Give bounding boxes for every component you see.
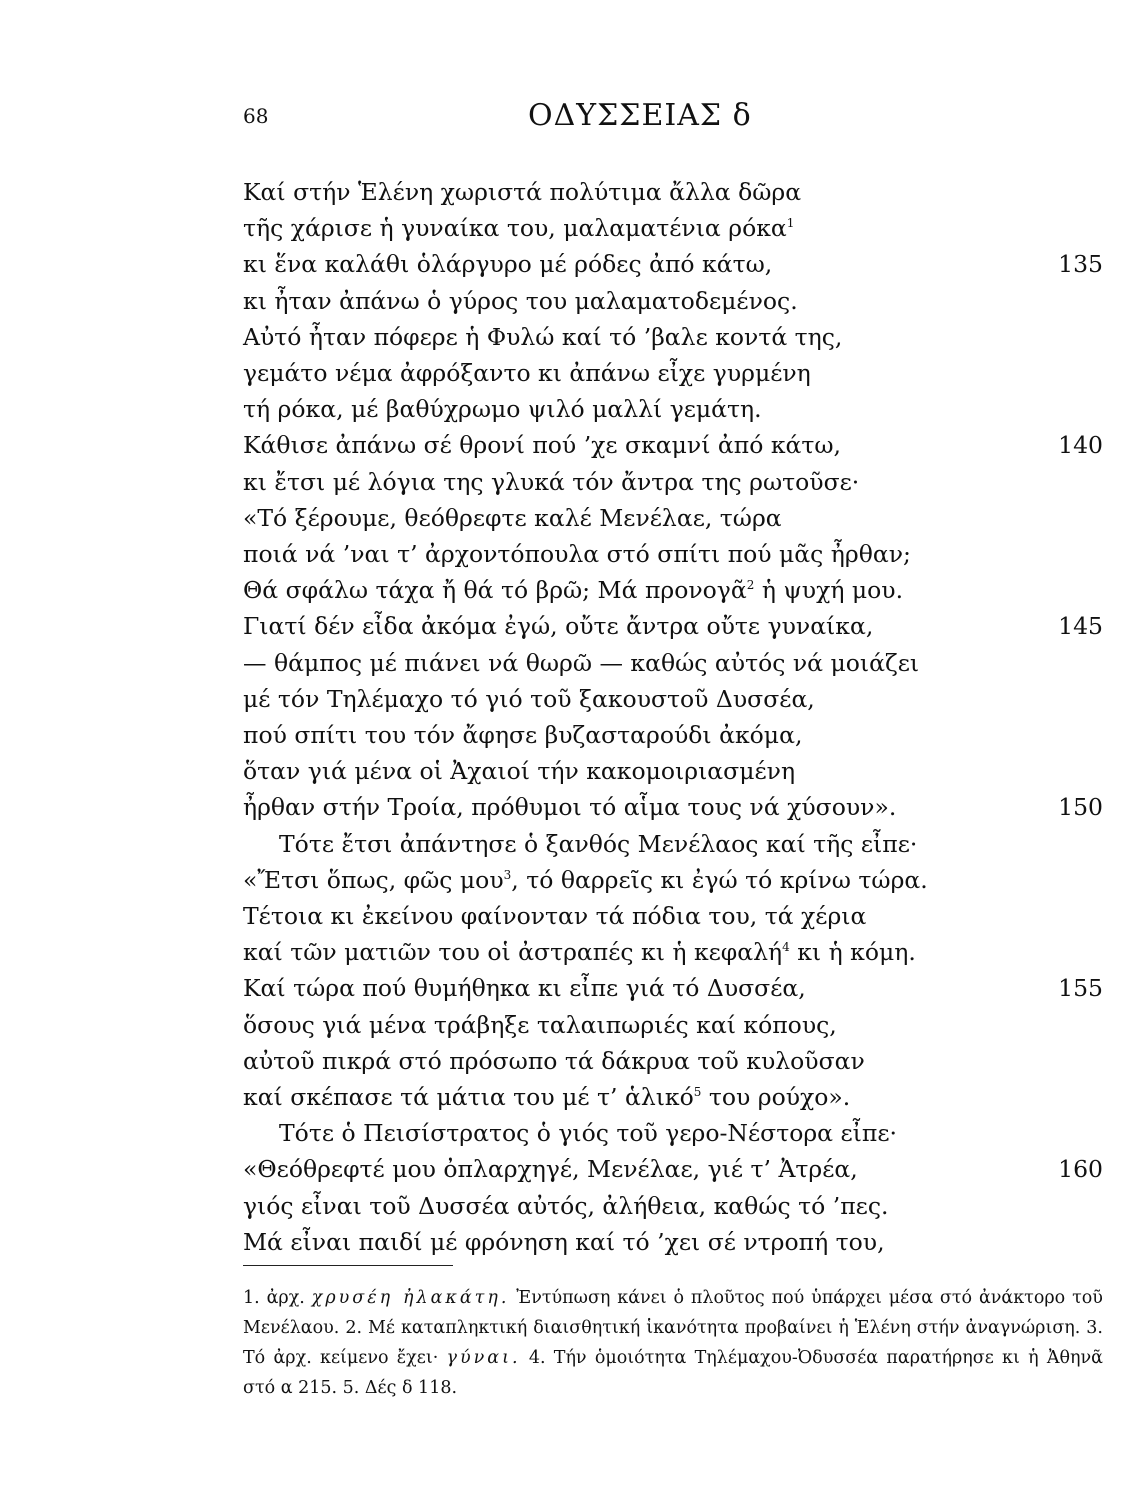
verse-line	[243, 425, 1103, 465]
verse-text	[243, 1005, 837, 1045]
verse-line	[243, 462, 1103, 502]
verse-text-main: Θά σφάλω τάχα ἤ θά τό βρῶ; Μά προνογᾶ	[243, 576, 747, 605]
verse-text	[243, 1077, 850, 1117]
footnote-3-quote: γύναι.	[446, 1348, 521, 1368]
verse-text-main: Τέτοια κι ἐκείνου φαίνονταν τά πόδια του, τά χέρια	[243, 902, 867, 930]
verse-text	[243, 968, 806, 1008]
verse-line	[243, 1149, 1103, 1189]
verse-line	[243, 751, 1103, 791]
verse-text-main: Καί στήν Ἑλένη χωριστά πολύτιμα ἄλλα δῶρα	[243, 178, 802, 206]
verse-text-main: γιός εἶναι τοῦ Δυσσέα αὐτός, ἀλήθεια, καθώς τό ’πες.	[243, 1191, 889, 1220]
verse-text-main: αὐτοῦ πικρά στό πρόσωπο τά δάκρυα τοῦ κυλοῦσαν	[243, 1046, 865, 1075]
verse-text	[243, 317, 842, 357]
footnote-1-text: Ἐντύπωση κάνει ὁ πλοῦτος πού ὑπάρχει μέσα στό ἀνάκτορο τοῦ Μενέλαου. 2. Μέ καταπληκτική διαισθητική ἱκανότητα προβαίνει ἡ Ἑλένη στήν ἀναγνώριση. 3. Τό ἀρχ. κείμενο ἔχει·	[243, 1288, 1103, 1368]
line-number: 150	[1058, 793, 1103, 822]
running-header-title: ΟΔΥΣΣΕΙΑΣ δ	[528, 98, 752, 133]
verse-line	[243, 860, 1103, 900]
verse-text	[243, 1041, 865, 1081]
verse-line	[243, 715, 1103, 755]
footnote-marker: 3	[503, 867, 512, 882]
verse-line	[243, 1113, 1103, 1153]
verse-text	[243, 389, 762, 429]
line-number: 135	[1058, 250, 1103, 279]
verse-text	[243, 462, 859, 502]
verse-text	[243, 425, 841, 465]
verse-text-main: Τότε ὁ Πεισίστρατος ὁ γιός τοῦ γερο-Νέστορα εἶπε·	[279, 1119, 897, 1148]
verse-text-main: κι ἦταν ἀπάνω ὁ γύρος του μαλαματοδεμένος.	[243, 286, 798, 315]
line-number: 155	[1058, 974, 1103, 1003]
verse-text	[243, 860, 928, 900]
verse-text-main: κι ἕνα καλάθι ὁλάργυρο μέ ρόδες ἀπό κάτω,	[243, 250, 773, 279]
verse-text	[243, 679, 815, 719]
verse-text	[243, 1113, 897, 1153]
verse-text-main: καί σκέπασε τά μάτια του μέ τ’ ἁλικό	[243, 1083, 694, 1111]
verse-text-main: Γιατί δέν εἶδα ἀκόμα ἐγώ, οὔτε ἄντρα οὔτε γυναίκα,	[243, 612, 874, 641]
verse-text	[243, 244, 772, 284]
verse-text-main: κι ἔτσι μέ λόγια της γλυκά τόν ἄντρα της ρωτοῦσε·	[243, 467, 860, 496]
verse-text	[243, 208, 794, 248]
line-number: 160	[1058, 1155, 1103, 1184]
verse-line	[243, 896, 1103, 936]
verse-text-main: ἦρθαν στήν Τροία, πρόθυμοι τό αἷμα τους νά χύσουν».	[243, 793, 897, 822]
footnote-marker: 2	[746, 578, 755, 593]
line-number: 145	[1058, 612, 1103, 641]
verse-line	[243, 1186, 1103, 1226]
verse-line	[243, 824, 1103, 864]
footnotes	[243, 1283, 1103, 1403]
verse-line	[243, 932, 1103, 972]
verse-text-main: — θάμπος μέ πιάνει νά θωρῶ — καθώς αὐτός νά μοιάζει	[243, 648, 920, 677]
verse-line	[243, 787, 1103, 827]
verse-line	[243, 172, 1103, 212]
verse-text-main: ὅσους γιά μένα τράβηξε ταλαιπωριές καί κόπους,	[243, 1010, 837, 1039]
verse-line	[243, 968, 1103, 1008]
verse-line	[243, 643, 1103, 683]
verse-text-main: «Τό ξέρουμε, θεόθρεφτε καλέ Μενέλαε, τώρα	[243, 503, 782, 532]
verse-text-main: τή ρόκα, μέ βαθύχρωμο ψιλό μαλλί γεμάτη.	[243, 395, 762, 424]
footnote-rule	[243, 1265, 453, 1266]
verse-line	[243, 389, 1103, 429]
verse-line	[243, 281, 1103, 321]
verse-text	[243, 896, 866, 936]
verse-text-main: τῆς χάρισε ἡ γυναίκα του, μαλαματένια ρόκα	[243, 214, 787, 243]
verse-text	[243, 824, 917, 864]
verse-text	[243, 353, 811, 393]
verse-text	[243, 570, 903, 610]
verse-text	[243, 751, 795, 791]
verse-text	[243, 715, 802, 755]
verse-text-main: καί τῶν ματιῶν του οἱ ἀστραπές κι ἡ κεφαλή	[243, 938, 783, 967]
verse-line	[243, 1041, 1103, 1081]
verse-line	[243, 317, 1103, 357]
verse-line	[243, 208, 1103, 248]
footnote-marker: 1	[786, 216, 795, 231]
verse-text-main: «Θεόθρεφτέ μου ὀπλαρχηγέ, Μενέλαε, γιέ τ’ Ἀτρέα,	[243, 1155, 858, 1184]
verse-text-main: Κάθισε ἀπάνω σέ θρονί πού ’χε σκαμνί ἀπό κάτω,	[243, 431, 842, 460]
footnote-1-prefix: 1. ἀρχ.	[243, 1288, 305, 1308]
verse-line	[243, 570, 1103, 610]
verse-line	[243, 244, 1103, 284]
verse-text-main: μέ τόν Τηλέμαχο τό γιό τοῦ ξακουστοῦ Δυσσέα,	[243, 684, 815, 713]
verse-text-continued: ἡ ψυχή μου.	[754, 576, 904, 605]
page-number: 68	[243, 104, 269, 128]
verse-text-main: γεμάτο νέμα ἀφρόξαντο κι ἀπάνω εἶχε γυρμένη	[243, 359, 811, 387]
verse-text	[243, 787, 896, 827]
verse-text	[243, 1186, 888, 1226]
footnote-marker: 4	[782, 940, 790, 955]
verse-text-main: Τότε ἔτσι ἀπάντησε ὁ ξανθός Μενέλαος καί τῆς εἶπε·	[279, 829, 918, 858]
verse-text-main: ὅταν γιά μένα οἱ Ἀχαιοί τήν κακομοιριασμένη	[243, 757, 796, 786]
verse-text	[243, 606, 873, 646]
footnote-4-5-text: 4. Τήν ὁμοιότητα Τηλέμαχου-Ὀδυσσέα παρατήρησε κι ἡ Ἀθηνᾶ στό α 215. 5. Δές δ 118.	[243, 1348, 1103, 1398]
verse-line	[243, 1077, 1103, 1117]
verse-text-continued: του ρούχο».	[701, 1083, 851, 1111]
verse-text-continued: , τό θαρρεῖς κι ἐγώ τό κρίνω τώρα.	[511, 865, 928, 894]
verse-text	[243, 1149, 858, 1189]
verse-text-main: Αὐτό ἦταν πόφερε ἡ Φυλώ καί τό ’βαλε κοντά της,	[243, 322, 843, 351]
footnote-1-quote: χρυσέη ἠλακάτη.	[311, 1288, 510, 1308]
verse-line	[243, 498, 1103, 538]
footnote-marker: 5	[693, 1085, 702, 1100]
verse-text-continued: κι ἡ κόμη.	[789, 938, 916, 967]
verse-line	[243, 534, 1103, 574]
verse-text	[243, 172, 801, 212]
verse-line	[243, 606, 1103, 646]
verse-line	[243, 1005, 1103, 1045]
verse-text	[243, 534, 911, 574]
verse-text	[243, 1222, 885, 1262]
verse-text-main: «Ἔτσι ὅπως, φῶς μου	[243, 865, 504, 894]
verse-line	[243, 353, 1103, 393]
verse-text-main: ποιά νά ’ναι τ’ ἀρχοντόπουλα στό σπίτι πού μᾶς ἦρθαν;	[243, 540, 911, 568]
verse-text-main: Μά εἶναι παιδί μέ φρόνηση καί τό ’χει σέ ντροπή του,	[243, 1227, 885, 1256]
verse-text	[243, 932, 916, 972]
verse-text-main: πού σπίτι του τόν ἄφησε βυζασταρούδι ἀκόμα,	[243, 721, 803, 749]
verse-line	[243, 679, 1103, 719]
verse-line	[243, 1222, 1103, 1262]
verse-text-main: Καί τώρα πού θυμήθηκα κι εἶπε γιά τό Δυσσέα,	[243, 974, 806, 1003]
line-number: 140	[1058, 431, 1103, 460]
verse-text	[243, 281, 798, 321]
verse-text	[243, 498, 782, 538]
verse-text	[243, 643, 919, 683]
